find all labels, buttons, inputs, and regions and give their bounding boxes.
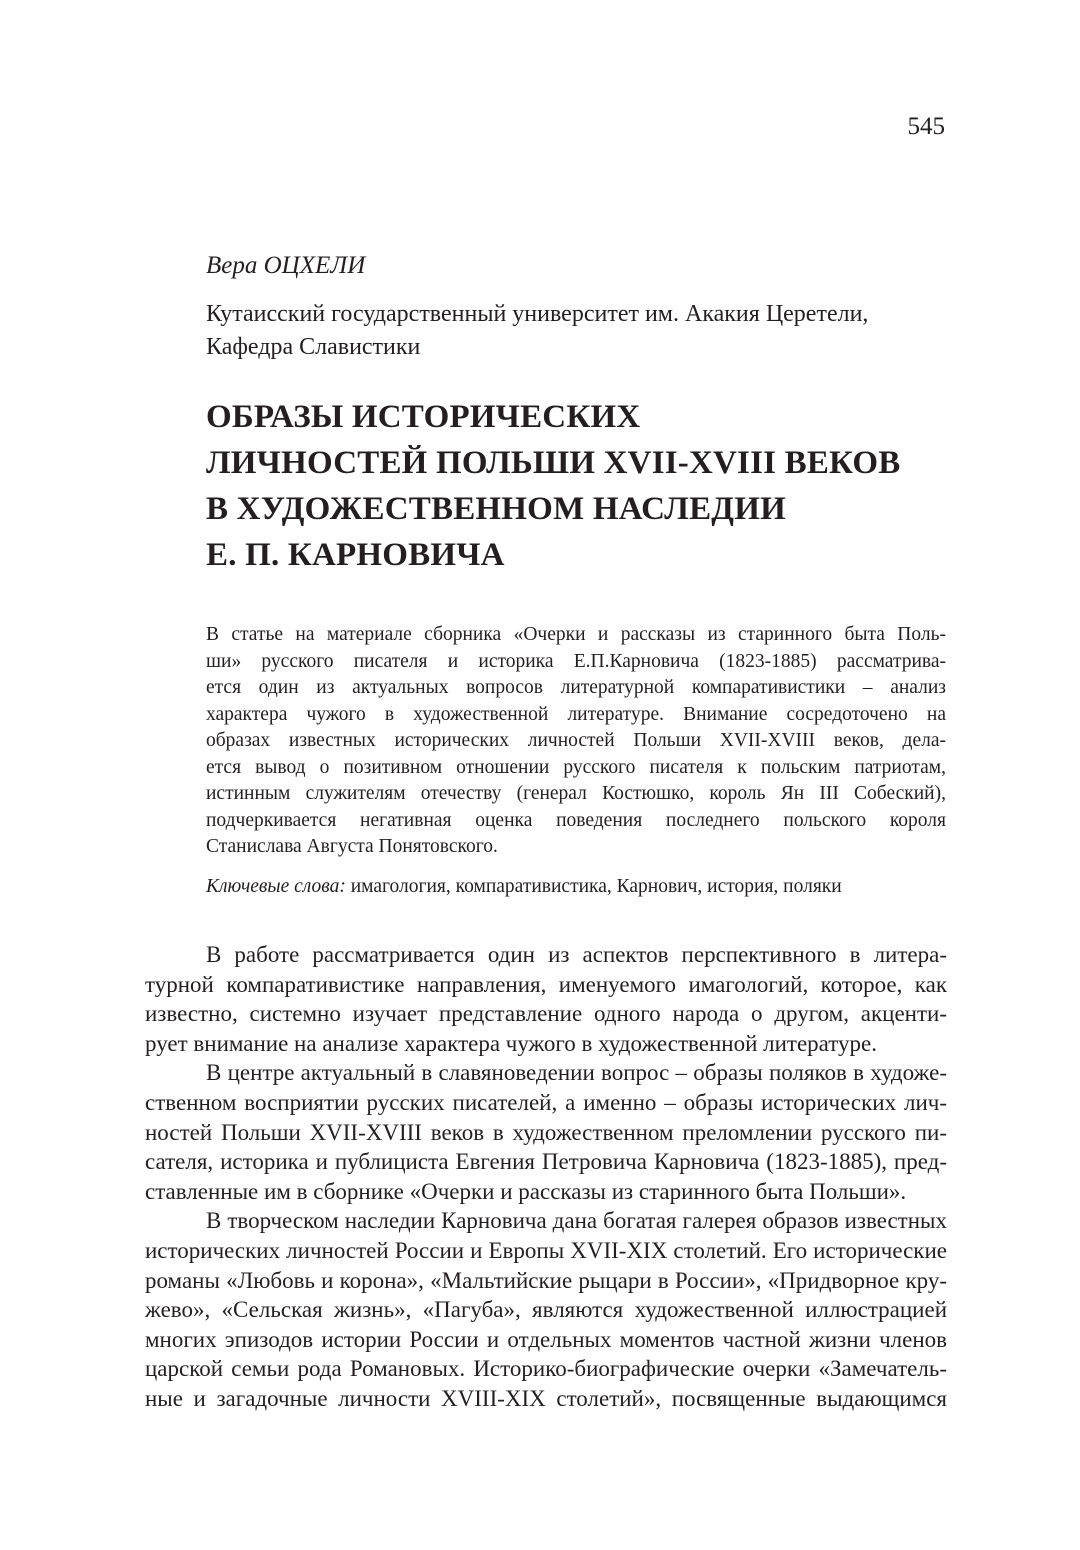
title-line: ОБРАЗЫ ИСТОРИЧЕСКИХ: [206, 399, 641, 435]
body-line: ные и загадочные личности XVIII-XIX столетий», посвященные выдающимся: [145, 1385, 947, 1411]
body-line: известно, системно изучает представление одного народа о другом, акценти-: [145, 1001, 947, 1027]
body-line: ставленные им в сборнике «Очерки и рассказы из старинного быта Польши».: [145, 1178, 907, 1204]
abstract-line: Станислава Августа Понятовского.: [206, 836, 498, 857]
abstract-line: характера чужого в художественной литературе. Внимание сосредоточено на: [206, 703, 946, 725]
keywords-list: имагология, компаративистика, Карнович, история, поляки: [345, 876, 842, 897]
title-line: Е. П. КАРНОВИЧА: [206, 537, 505, 573]
body-line: ностей Польши XVII-XVIII веков в художественном преломлении русского пи-: [145, 1119, 947, 1145]
body-line: исторических личностей России и Европы XVII-XIX столетий. Его исторические: [145, 1237, 947, 1263]
author-name: Вера ОЦХЕЛИ: [206, 252, 366, 279]
body-text: [145, 940, 947, 1414]
body-line: рует внимание на анализе характера чужого в художественной литературе.: [145, 1030, 878, 1056]
body-line: турной компаративистике направления, именуемого имагологий, которое, как: [145, 971, 947, 997]
affiliation-line: Кафедра Славистики: [206, 334, 421, 360]
title-line: В ХУДОЖЕСТВЕННОМ НАСЛЕДИИ: [206, 491, 786, 527]
body-line: многих эпизодов истории России и отдельных моментов частной жизни членов: [145, 1326, 947, 1352]
abstract-line: подчеркивается негативная оценка поведения последнего польского короля: [206, 809, 946, 831]
body-line: В центре актуальный в славяноведении вопрос – образы поляков в художе-: [206, 1060, 947, 1086]
body-line: царской семьи рода Романовых. Историко-биографические очерки «Замечатель-: [145, 1356, 947, 1382]
body-line: В творческом наследии Карновича дана богатая галерея образов известных: [206, 1208, 947, 1234]
keywords: [206, 874, 951, 900]
abstract-line: ется один из актуальных вопросов литературной компаративистики – анализ: [206, 677, 946, 698]
abstract: [206, 622, 946, 861]
abstract-line: образах известных исторических личностей Польши XVII-XVIII веков, дела-: [206, 730, 946, 751]
keywords-label: Ключевые слова:: [206, 876, 346, 897]
body-line: жево», «Сельская жизнь», «Пагуба», являются художественной иллюстрацией: [145, 1297, 947, 1323]
body-line: романы «Любовь и корона», «Мальтийские рыцари в России», «Придворное кру-: [145, 1267, 947, 1293]
body-line: сателя, историка и публициста Евгения Петровича Карновича (1823-1885), пред-: [145, 1149, 947, 1175]
abstract-line: ется вывод о позитивном отношении русского писателя к польским патриотам,: [206, 756, 946, 778]
author-affiliation: [206, 298, 951, 364]
affiliation-line: Кутаисский государственный университет им. Акакия Церетели,: [206, 301, 869, 327]
body-line: В работе рассматривается один из аспектов перспективного в литера-: [206, 942, 947, 967]
abstract-line: истинным служителям отечеству (генерал Костюшко, король Ян III Собеский),: [206, 783, 946, 804]
abstract-line: В статье на материале сборника «Очерки и рассказы из старинного быта Поль-: [206, 624, 946, 645]
title-line: ЛИЧНОСТЕЙ ПОЛЬШИ XVII-XVIII ВЕКОВ: [206, 445, 901, 481]
abstract-line: ши» русского писателя и историка Е.П.Карновича (1823-1885) рассматрива-: [206, 650, 946, 672]
page-number: 545: [907, 113, 945, 140]
article-title: [206, 394, 966, 578]
body-line: ственном восприятии русских писателей, а именно – образы исторических лич-: [145, 1089, 947, 1115]
